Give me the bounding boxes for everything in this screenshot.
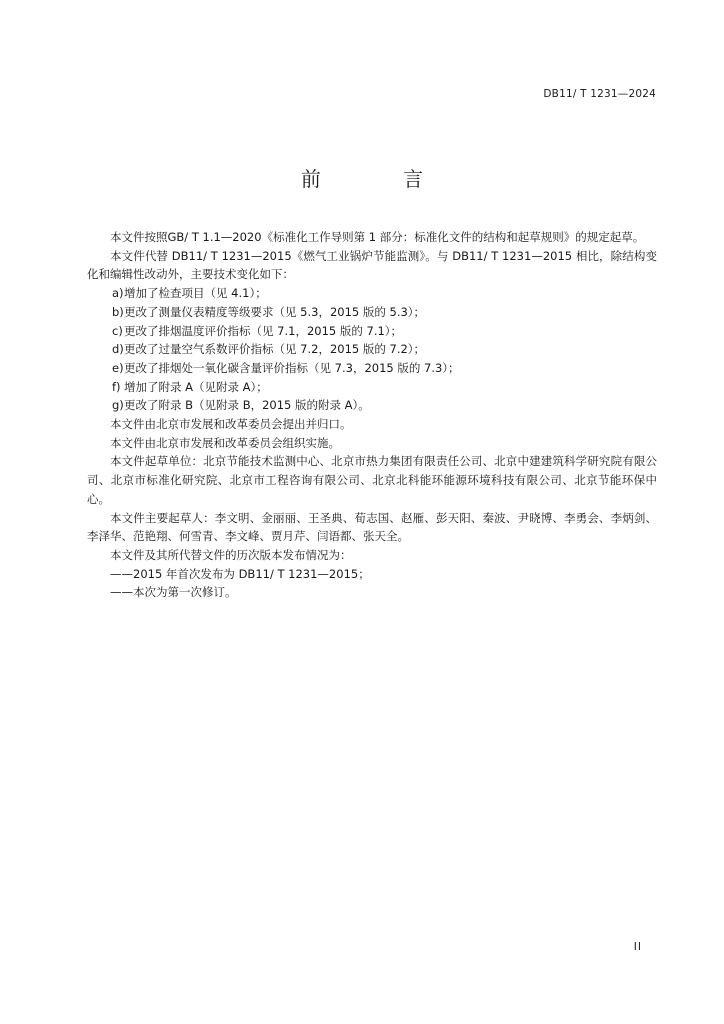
list-item-text: 更改了附录 B（见附录 B，2015 版的附录 A）。 (124, 398, 370, 413)
list-item (87, 378, 657, 397)
list-marker: d) (112, 342, 124, 357)
paragraph-proposer: 本文件由北京市发展和改革委员会提出并归口。 (110, 417, 352, 432)
paragraph-drafting-units: 本文件起草单位：北京节能技术监测中心、北京市热力集团有限责任公司、北京中建建筑科学研究院有限公司、北京市标准化研究院、北京市工程咨询有限公司、北京北科能环能源环境科技有限公司、北京节能环保中心。 (87, 454, 657, 506)
list-marker: c) (112, 323, 123, 338)
list-item-text: 更改了过量空气系数评价指标（见 7.2，2015 版的 7.2）； (124, 342, 426, 357)
list-marker: e) (112, 360, 124, 375)
paragraph-implementer: 本文件由北京市发展和改革委员会组织实施。 (110, 435, 340, 450)
paragraph-drafters: 本文件主要起草人：李文明、金丽丽、王圣典、荀志国、赵雁、彭天阳、秦波、尹晓博、李勇会、李炳剑、李泽华、范艳翔、何雪青、李文峰、贾月芹、闫语都、张天全。 (87, 510, 657, 544)
list-marker: b) (112, 304, 124, 319)
list-marker: f) (112, 379, 121, 394)
list-item (87, 303, 657, 322)
list-item-text: 更改了测量仪表精度等级要求（见 5.3，2015 版的 5.3）； (124, 304, 426, 319)
list-item (87, 340, 657, 359)
list-item (87, 396, 657, 415)
history-item: ——本次为第一次修订。 (110, 585, 237, 600)
list-item-text: 增加了检查项目（见 4.1）； (124, 286, 267, 301)
list-item (87, 359, 657, 378)
paragraph-drafting-rules: 本文件按照GB/ T 1.1—2020《标准化工作导则第 1 部分：标准化文件的结构和起草规则》的规定起草。 (110, 230, 645, 244)
list-item-text: 更改了排烟温度评价指标（见 7.1，2015 版的 7.1）； (124, 323, 403, 338)
list-marker: a) (112, 286, 124, 301)
document-code: DB11/ T 1231—2024 (543, 88, 656, 100)
page-number: II (633, 941, 642, 953)
list-item-text: 更改了排烟处一氧化碳含量评价指标（见 7.3，2015 版的 7.3）； (124, 360, 460, 375)
list-item (87, 284, 657, 303)
paragraph-replacement: 本文件代替 DB11/ T 1231—2015《燃气工业锅炉节能监测》。与 DB11/ T 1231—2015 相比，除结构变化和编辑性改动外，主要技术变化如下： (87, 248, 657, 282)
page-title: 前 言 (300, 167, 462, 191)
list-marker: g) (112, 398, 124, 413)
changes-list (87, 284, 657, 415)
foreword-body (87, 228, 657, 602)
list-item-text: 增加了附录 A（见附录 A）； (124, 379, 268, 394)
list-item (87, 322, 657, 341)
paragraph-history-intro: 本文件及其所代替文件的历次版本发布情况为： (110, 547, 352, 562)
history-item: ——2015 年首次发布为 DB11/ T 1231—2015； (110, 566, 370, 581)
